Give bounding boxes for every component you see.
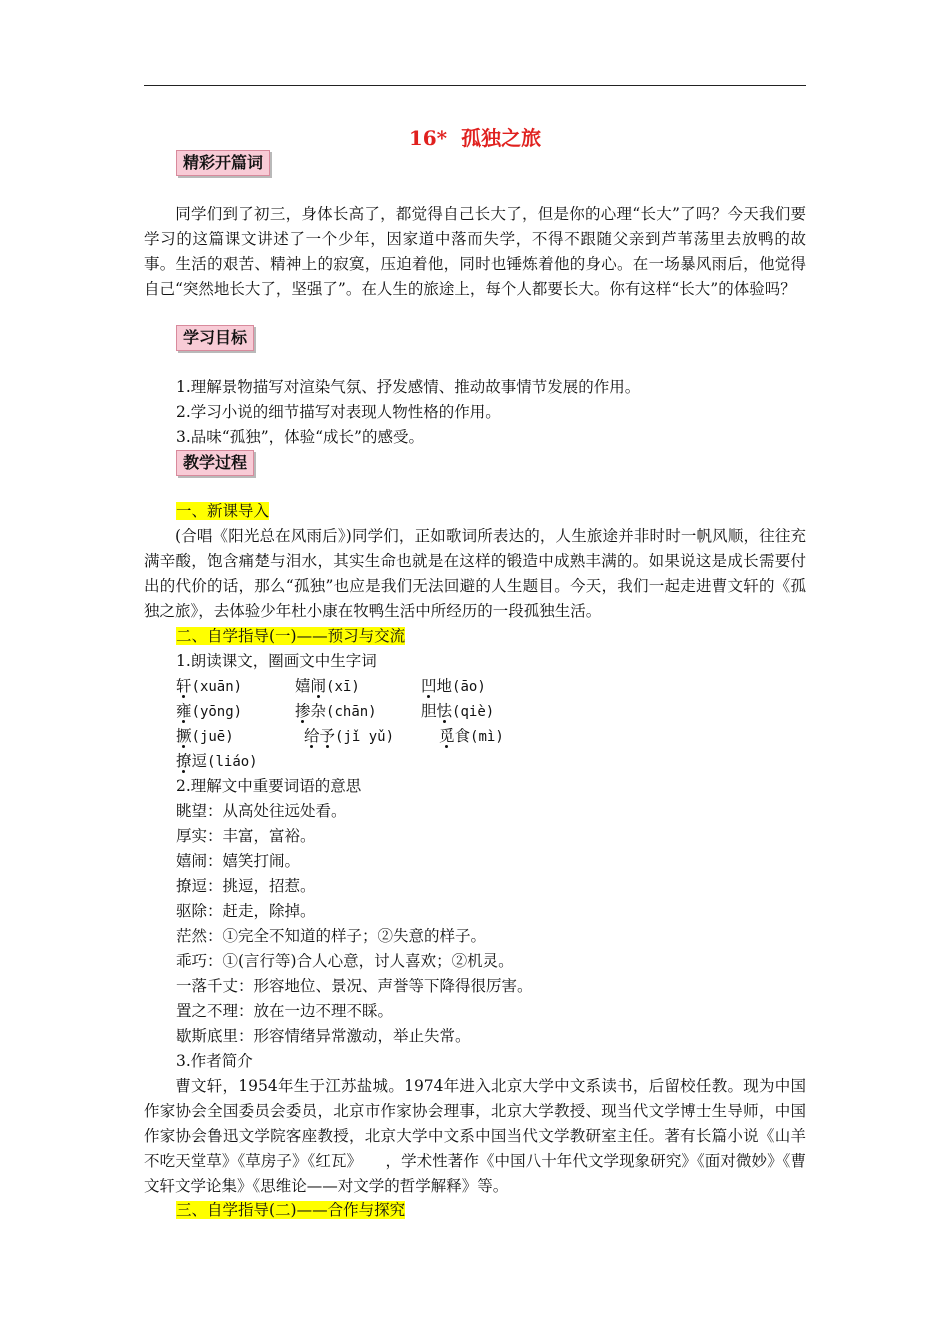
vocab-item: 歇斯底里：形容情绪异常激动，举止失常。 <box>176 1027 471 1045</box>
goal-item: 1.理解景物描写对渲染气氛、抒发感情、推动故事情节发展的作用。 <box>176 378 641 396</box>
word-item: 嬉闹(xī) <box>295 677 360 695</box>
question-2: 2.理解文中重要词语的意思 <box>176 777 362 795</box>
lesson-number: 16* <box>408 126 448 150</box>
question-1: 1.朗读课文，圈画文中生字词 <box>176 652 377 670</box>
word-item: 给予(jǐ yǔ) <box>304 727 395 745</box>
section-box-goals: 学习目标 <box>176 325 254 351</box>
vocab-item: 茫然：①完全不知道的样子；②失意的样子。 <box>176 927 487 945</box>
header-rule <box>144 85 806 86</box>
word-item: 撩逗(liáo) <box>176 752 258 770</box>
part2-heading: 二、自学指导(一)——预习与交流 <box>176 627 406 645</box>
word-item: 凹地(āo) <box>421 677 486 695</box>
section-box-process: 教学过程 <box>176 450 254 476</box>
goal-item: 2.学习小说的细节描写对表现人物性格的作用。 <box>176 403 501 421</box>
lesson-title-text: 孤独之旅 <box>461 126 542 150</box>
word-item: 撅(juē) <box>176 727 234 745</box>
word-item: 掺杂(chān) <box>295 702 377 720</box>
goal-item: 3.品味“孤独”，体验“成长”的感受。 <box>176 428 424 446</box>
intro-paragraph: 同学们到了初三，身体长高了，都觉得自己长大了，但是你的心理“长大”了吗？今天我们要学习的这篇课文讲述了一个少年，因家道中落而失学，不得不跟随父亲到芦苇荡里去放鸭的故事。生活的艰苦、精神上的寂寞，压迫着他，同时也锤炼着他的身心。在一场暴风雨后，他觉得自己“突然地长大了，坚强了”。在人生的旅途上，每个人都要长大。你有这样“长大”的体验吗？ <box>144 205 806 298</box>
vocab-item: 撩逗：挑逗，招惹。 <box>176 877 316 895</box>
word-item: 胆怯(qiè) <box>421 702 495 720</box>
word-item: 雍(yōng) <box>176 702 243 720</box>
vocab-item: 一落千丈：形容地位、景况、声誉等下降得很厉害。 <box>176 977 533 995</box>
vocab-item: 厚实：丰富，富裕。 <box>176 827 316 845</box>
lesson-title <box>0 122 950 151</box>
part1-paragraph: (合唱《阳光总在风雨后》)同学们，正如歌词所表达的，人生旅途并非时时一帆风顺，往往充满辛酸，饱含痛楚与泪水，其实生命也就是在这样的锻造中成熟丰满的。如果说这是成长需要付出的代价的话，那么“孤独”也应是我们无法回避的人生题目。今天，我们一起走进曹文轩的《孤独之旅》，去体验少年杜小康在牧鸭生活中所经历的一段孤独生活。 <box>144 527 806 620</box>
word-item: 觅食(mì) <box>439 727 504 745</box>
part1-heading: 一、新课导入 <box>176 502 270 520</box>
vocab-item: 置之不理：放在一边不理不睬。 <box>176 1002 394 1020</box>
vocab-item: 驱除：赶走，除掉。 <box>176 902 316 920</box>
word-item: 轩(xuān) <box>176 677 243 695</box>
author-paragraph: 曹文轩，1954年生于江苏盐城。1974年进入北京大学中文系读书，后留校任教。现为中国作家协会全国委员会委员，北京市作家协会理事，北京大学教授、现当代文学博士生导师，中国作家协会鲁迅文学院客座教授，北京大学中文系中国当代文学教研室主任。著有长篇小说《山羊不吃天堂草》《草房子》《红瓦》 ，学术性著作《中国八十年代文学现象研究》《面对微妙》《曹文轩文学论集》《思维论——对文学的哲学解释》等。 <box>144 1077 806 1195</box>
vocab-item: 嬉闹：嬉笑打闹。 <box>176 852 301 870</box>
part3-heading: 三、自学指导(二)——合作与探究 <box>176 1201 406 1219</box>
section-box-intro: 精彩开篇词 <box>176 150 270 176</box>
question-3: 3.作者简介 <box>176 1052 253 1070</box>
vocab-item: 眺望：从高处往远处看。 <box>176 802 347 820</box>
vocab-item: 乖巧：①(言行等)合人心意，讨人喜欢；②机灵。 <box>176 952 514 970</box>
